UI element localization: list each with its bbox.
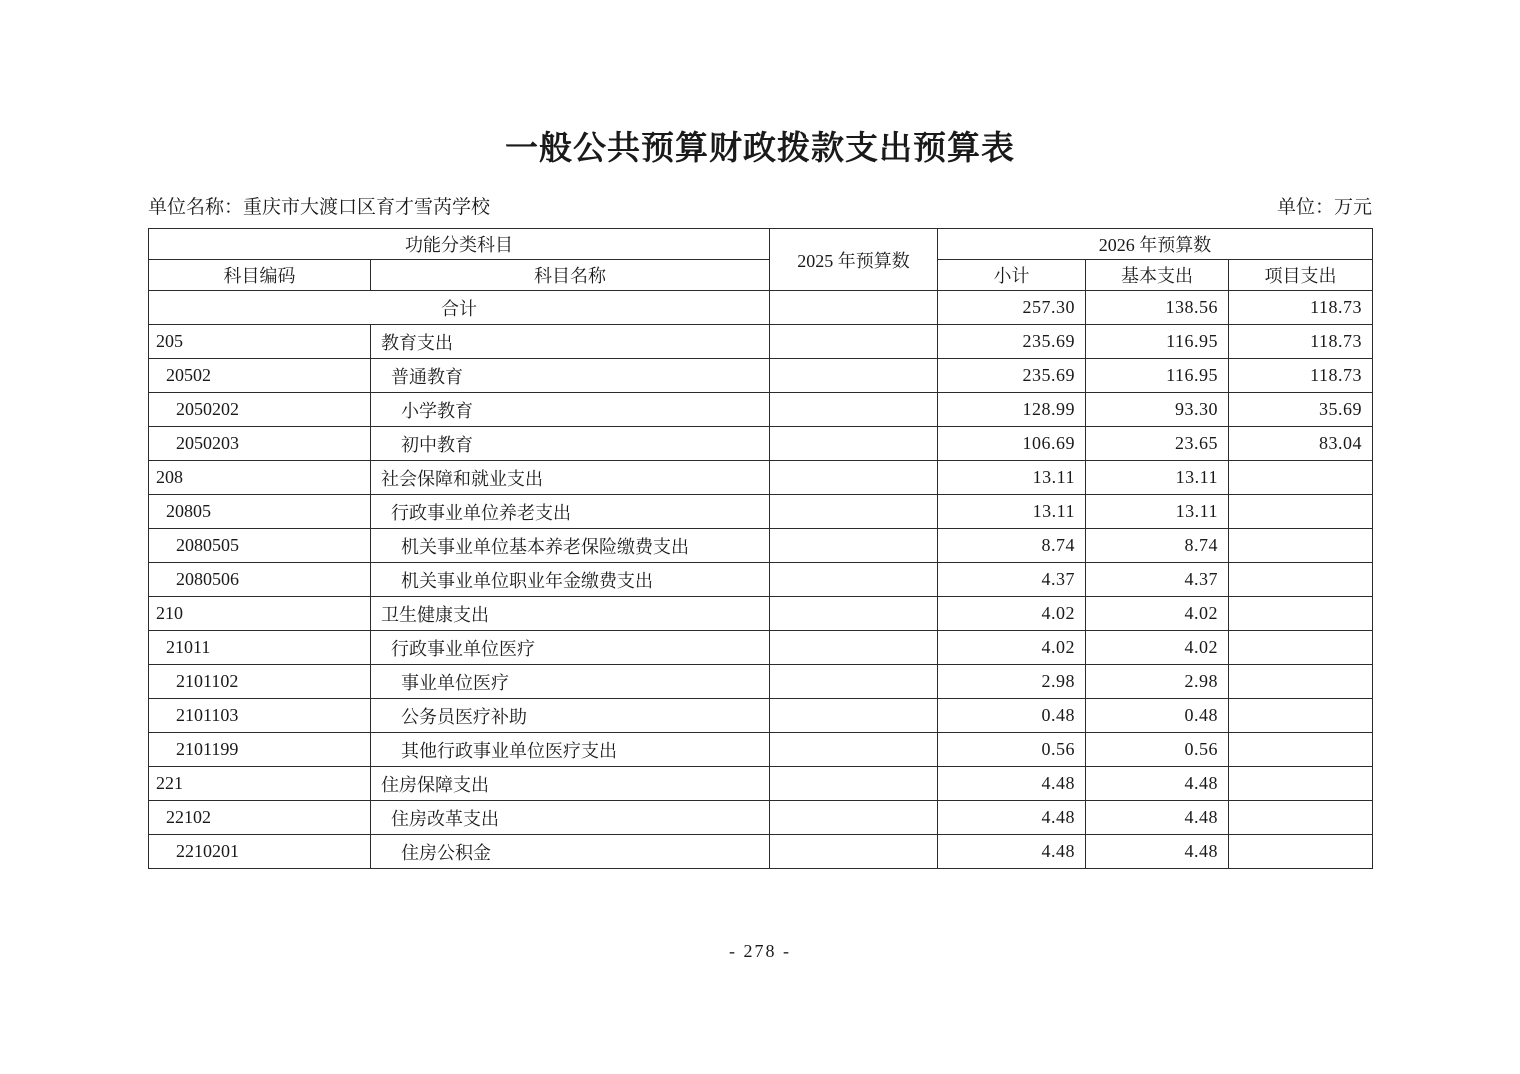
table-row [149, 461, 1373, 495]
cell-subject-code: 210 [149, 597, 371, 631]
cell-project-expenditure [1229, 699, 1373, 733]
cell-subtotal: 257.30 [938, 291, 1086, 325]
cell-budget-2025 [770, 495, 938, 529]
cell-basic-expenditure: 4.02 [1086, 631, 1229, 665]
cell-subtotal: 0.48 [938, 699, 1086, 733]
cell-budget-2025 [770, 291, 938, 325]
cell-subtotal: 4.48 [938, 801, 1086, 835]
unit-name-label: 单位名称：重庆市大渡口区育才雪芮学校 [148, 197, 491, 218]
header-subject-name: 科目名称 [371, 260, 770, 291]
cell-budget-2025 [770, 325, 938, 359]
header-subject-code: 科目编码 [149, 260, 371, 291]
cell-subject-name: 住房保障支出 [371, 767, 770, 801]
cell-basic-expenditure: 4.48 [1086, 767, 1229, 801]
cell-basic-expenditure: 116.95 [1086, 359, 1229, 393]
cell-project-expenditure [1229, 495, 1373, 529]
cell-subtotal: 4.02 [938, 631, 1086, 665]
cell-project-expenditure: 83.04 [1229, 427, 1373, 461]
cell-subtotal: 235.69 [938, 325, 1086, 359]
cell-subtotal: 8.74 [938, 529, 1086, 563]
cell-subtotal: 4.02 [938, 597, 1086, 631]
cell-budget-2025 [770, 563, 938, 597]
cell-subject-code: 20502 [149, 359, 371, 393]
cell-basic-expenditure: 13.11 [1086, 495, 1229, 529]
cell-subject-code: 221 [149, 767, 371, 801]
cell-basic-expenditure: 4.37 [1086, 563, 1229, 597]
cell-subject-code: 22102 [149, 801, 371, 835]
cell-project-expenditure [1229, 733, 1373, 767]
cell-budget-2025 [770, 393, 938, 427]
cell-project-expenditure [1229, 835, 1373, 869]
header-budget-2026: 2026 年预算数 [938, 229, 1373, 260]
table-row [149, 631, 1373, 665]
cell-basic-expenditure: 4.48 [1086, 801, 1229, 835]
table-row [149, 495, 1373, 529]
cell-subject-code: 2101199 [149, 733, 371, 767]
cell-basic-expenditure: 13.11 [1086, 461, 1229, 495]
cell-subtotal: 2.98 [938, 665, 1086, 699]
cell-basic-expenditure: 4.48 [1086, 835, 1229, 869]
cell-subject-name: 机关事业单位职业年金缴费支出 [371, 563, 770, 597]
cell-subject-name: 事业单位医疗 [371, 665, 770, 699]
header-subtotal: 小计 [938, 260, 1086, 291]
cell-subject-name: 社会保障和就业支出 [371, 461, 770, 495]
cell-basic-expenditure: 23.65 [1086, 427, 1229, 461]
cell-subtotal: 235.69 [938, 359, 1086, 393]
cell-project-expenditure: 118.73 [1229, 325, 1373, 359]
cell-basic-expenditure: 138.56 [1086, 291, 1229, 325]
table-row [149, 393, 1373, 427]
cell-subject-name: 行政事业单位医疗 [371, 631, 770, 665]
header-row-2 [149, 260, 1373, 291]
table-row [149, 767, 1373, 801]
cell-subtotal: 128.99 [938, 393, 1086, 427]
cell-subject-code: 205 [149, 325, 371, 359]
cell-budget-2025 [770, 699, 938, 733]
cell-project-expenditure [1229, 529, 1373, 563]
cell-project-expenditure: 118.73 [1229, 291, 1373, 325]
cell-subtotal: 13.11 [938, 461, 1086, 495]
cell-basic-expenditure: 0.48 [1086, 699, 1229, 733]
meta-row [148, 196, 1372, 220]
table-row [149, 359, 1373, 393]
header-functional-classification: 功能分类科目 [149, 229, 770, 260]
cell-subject-name: 卫生健康支出 [371, 597, 770, 631]
cell-subject-name: 住房改革支出 [371, 801, 770, 835]
cell-subtotal: 0.56 [938, 733, 1086, 767]
cell-project-expenditure: 118.73 [1229, 359, 1373, 393]
cell-subject-code: 20805 [149, 495, 371, 529]
cell-subject-name: 合计 [149, 291, 770, 325]
cell-basic-expenditure: 2.98 [1086, 665, 1229, 699]
cell-budget-2025 [770, 835, 938, 869]
document-content [148, 0, 1372, 962]
cell-subject-code: 21011 [149, 631, 371, 665]
cell-project-expenditure [1229, 461, 1373, 495]
header-basic-expenditure: 基本支出 [1086, 260, 1229, 291]
cell-budget-2025 [770, 461, 938, 495]
cell-subject-code: 2050202 [149, 393, 371, 427]
cell-project-expenditure [1229, 801, 1373, 835]
cell-budget-2025 [770, 665, 938, 699]
cell-subject-name: 其他行政事业单位医疗支出 [371, 733, 770, 767]
cell-project-expenditure: 35.69 [1229, 393, 1373, 427]
cell-budget-2025 [770, 529, 938, 563]
cell-subject-code: 2080506 [149, 563, 371, 597]
unit-measure-label: 单位：万元 [1276, 197, 1372, 218]
cell-budget-2025 [770, 359, 938, 393]
cell-subject-name: 机关事业单位基本养老保险缴费支出 [371, 529, 770, 563]
cell-project-expenditure [1229, 597, 1373, 631]
header-row-1 [149, 229, 1373, 260]
cell-subject-code: 2101103 [149, 699, 371, 733]
cell-project-expenditure [1229, 767, 1373, 801]
cell-subject-code: 2050203 [149, 427, 371, 461]
cell-subject-name: 公务员医疗补助 [371, 699, 770, 733]
page-title: 一般公共预算财政拨款支出预算表 [505, 131, 1015, 167]
table-row [149, 835, 1373, 869]
cell-budget-2025 [770, 427, 938, 461]
cell-subject-code: 208 [149, 461, 371, 495]
table-row [149, 325, 1373, 359]
cell-basic-expenditure: 116.95 [1086, 325, 1229, 359]
cell-subject-name: 小学教育 [371, 393, 770, 427]
cell-subject-code: 2101102 [149, 665, 371, 699]
cell-subject-name: 普通教育 [371, 359, 770, 393]
table-row [149, 597, 1373, 631]
cell-basic-expenditure: 0.56 [1086, 733, 1229, 767]
cell-subtotal: 13.11 [938, 495, 1086, 529]
cell-project-expenditure [1229, 665, 1373, 699]
cell-budget-2025 [770, 801, 938, 835]
table-row [149, 529, 1373, 563]
cell-budget-2025 [770, 597, 938, 631]
cell-basic-expenditure: 93.30 [1086, 393, 1229, 427]
cell-subject-name: 教育支出 [371, 325, 770, 359]
table-row [149, 665, 1373, 699]
page-number: - 278 - [729, 941, 791, 961]
cell-subject-name: 初中教育 [371, 427, 770, 461]
table-row [149, 699, 1373, 733]
table-row [149, 563, 1373, 597]
budget-table [148, 228, 1373, 869]
cell-budget-2025 [770, 767, 938, 801]
cell-project-expenditure [1229, 563, 1373, 597]
cell-budget-2025 [770, 733, 938, 767]
cell-project-expenditure [1229, 631, 1373, 665]
cell-subtotal: 4.48 [938, 767, 1086, 801]
header-project-expenditure: 项目支出 [1229, 260, 1373, 291]
cell-subtotal: 4.48 [938, 835, 1086, 869]
cell-basic-expenditure: 8.74 [1086, 529, 1229, 563]
cell-subtotal: 4.37 [938, 563, 1086, 597]
table-row [149, 291, 1373, 325]
cell-budget-2025 [770, 631, 938, 665]
cell-subject-code: 2210201 [149, 835, 371, 869]
cell-subject-code: 2080505 [149, 529, 371, 563]
table-header [149, 229, 1373, 291]
cell-subject-name: 住房公积金 [371, 835, 770, 869]
cell-basic-expenditure: 4.02 [1086, 597, 1229, 631]
cell-subtotal: 106.69 [938, 427, 1086, 461]
cell-subject-name: 行政事业单位养老支出 [371, 495, 770, 529]
header-budget-2025: 2025 年预算数 [770, 229, 938, 291]
table-row [149, 733, 1373, 767]
table-row [149, 801, 1373, 835]
table-row [149, 427, 1373, 461]
table-body [149, 291, 1373, 869]
